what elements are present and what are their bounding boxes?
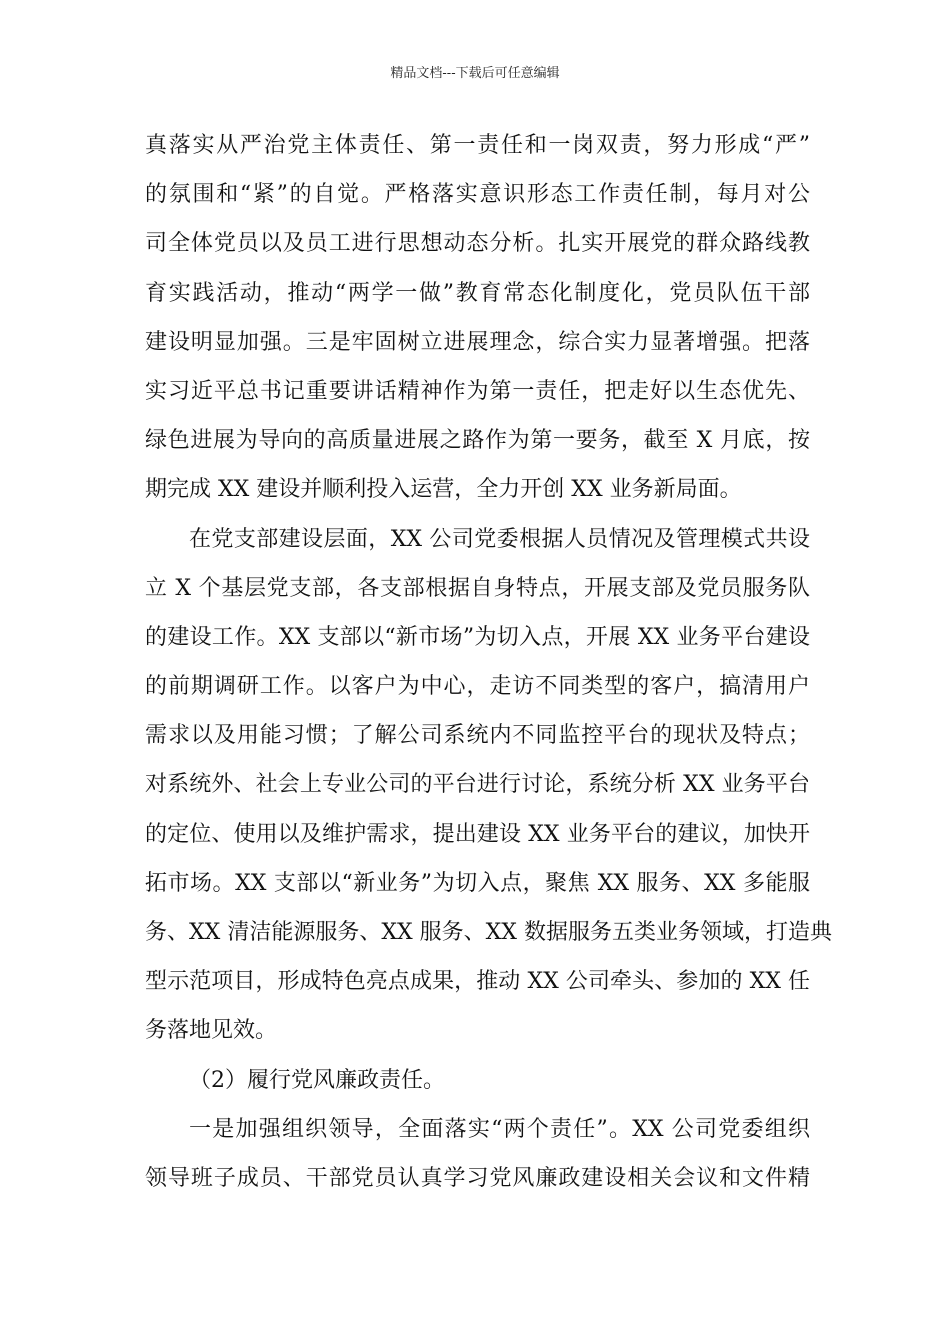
text-line: 型示范项目，形成特色亮点成果，推动 XX 公司牵头、参加的 XX 任 [145,969,810,995]
text-line: 期完成 XX 建设并顺利投入运营，全力开创 XX 业务新局面。 [145,477,742,503]
text-line: 绿色进展为导向的高质量进展之路作为第一要务，截至 X 月底，按 [145,428,810,454]
text-line: 建设明显加强。三是牢固树立进展理念，综合实力显著增强。把落 [145,329,810,355]
paragraph-first-line: 一是加强组织领导，全面落实“两个责任”。XX 公司党委组织 [189,1116,810,1142]
page-header: 精品文档---下载后可任意编辑 [390,66,560,81]
text-line: 需求以及用能习惯；了解公司系统内不同监控平台的现状及特点； [145,723,810,749]
text-line: 的定位、使用以及维护需求，提出建设 XX 业务平台的建议，加快开 [145,821,810,847]
text-line: 的前期调研工作。以客户为中心，走访不同类型的客户，搞清用户 [145,674,810,700]
paragraph-first-line: 在党支部建设层面，XX 公司党委根据人员情况及管理模式共设 [189,526,810,552]
text-line: 立 X 个基层党支部，各支部根据自身特点，开展支部及党员服务队 [145,575,810,601]
text-line: 育实践活动，推动“两学一做”教育常态化制度化，党员队伍干部 [145,280,810,306]
text-line: 真落实从严治党主体责任、第一责任和一岗双责，努力形成“严” [145,133,810,158]
section-heading: （2）履行党风廉政责任。 [189,1067,445,1093]
text-line: 拓市场。XX 支部以“新业务”为切入点，聚焦 XX 服务、XX 多能服 [145,870,810,896]
text-line: 对系统外、社会上专业公司的平台进行讨论，系统分析 XX 业务平台 [145,772,810,798]
text-line: 的氛围和“紧”的自觉。严格落实意识形态工作责任制，每月对公 [145,182,810,208]
text-line: 务落地见效。 [145,1018,278,1044]
text-line: 实习近平总书记重要讲话精神作为第一责任，把走好以生态优先、 [145,378,810,404]
text-line: 领导班子成员、干部党员认真学习党风廉政建设相关会议和文件精 [145,1165,810,1191]
text-line: 的建设工作。XX 支部以“新市场”为切入点，开展 XX 业务平台建设 [145,624,810,650]
text-line: 务、XX 清洁能源服务、XX 服务、XX 数据服务五类业务领域，打造典 [145,920,832,945]
text-line: 司全体党员以及员工进行思想动态分析。扎实开展党的群众路线教 [145,231,810,257]
document-body [145,128,832,1210]
